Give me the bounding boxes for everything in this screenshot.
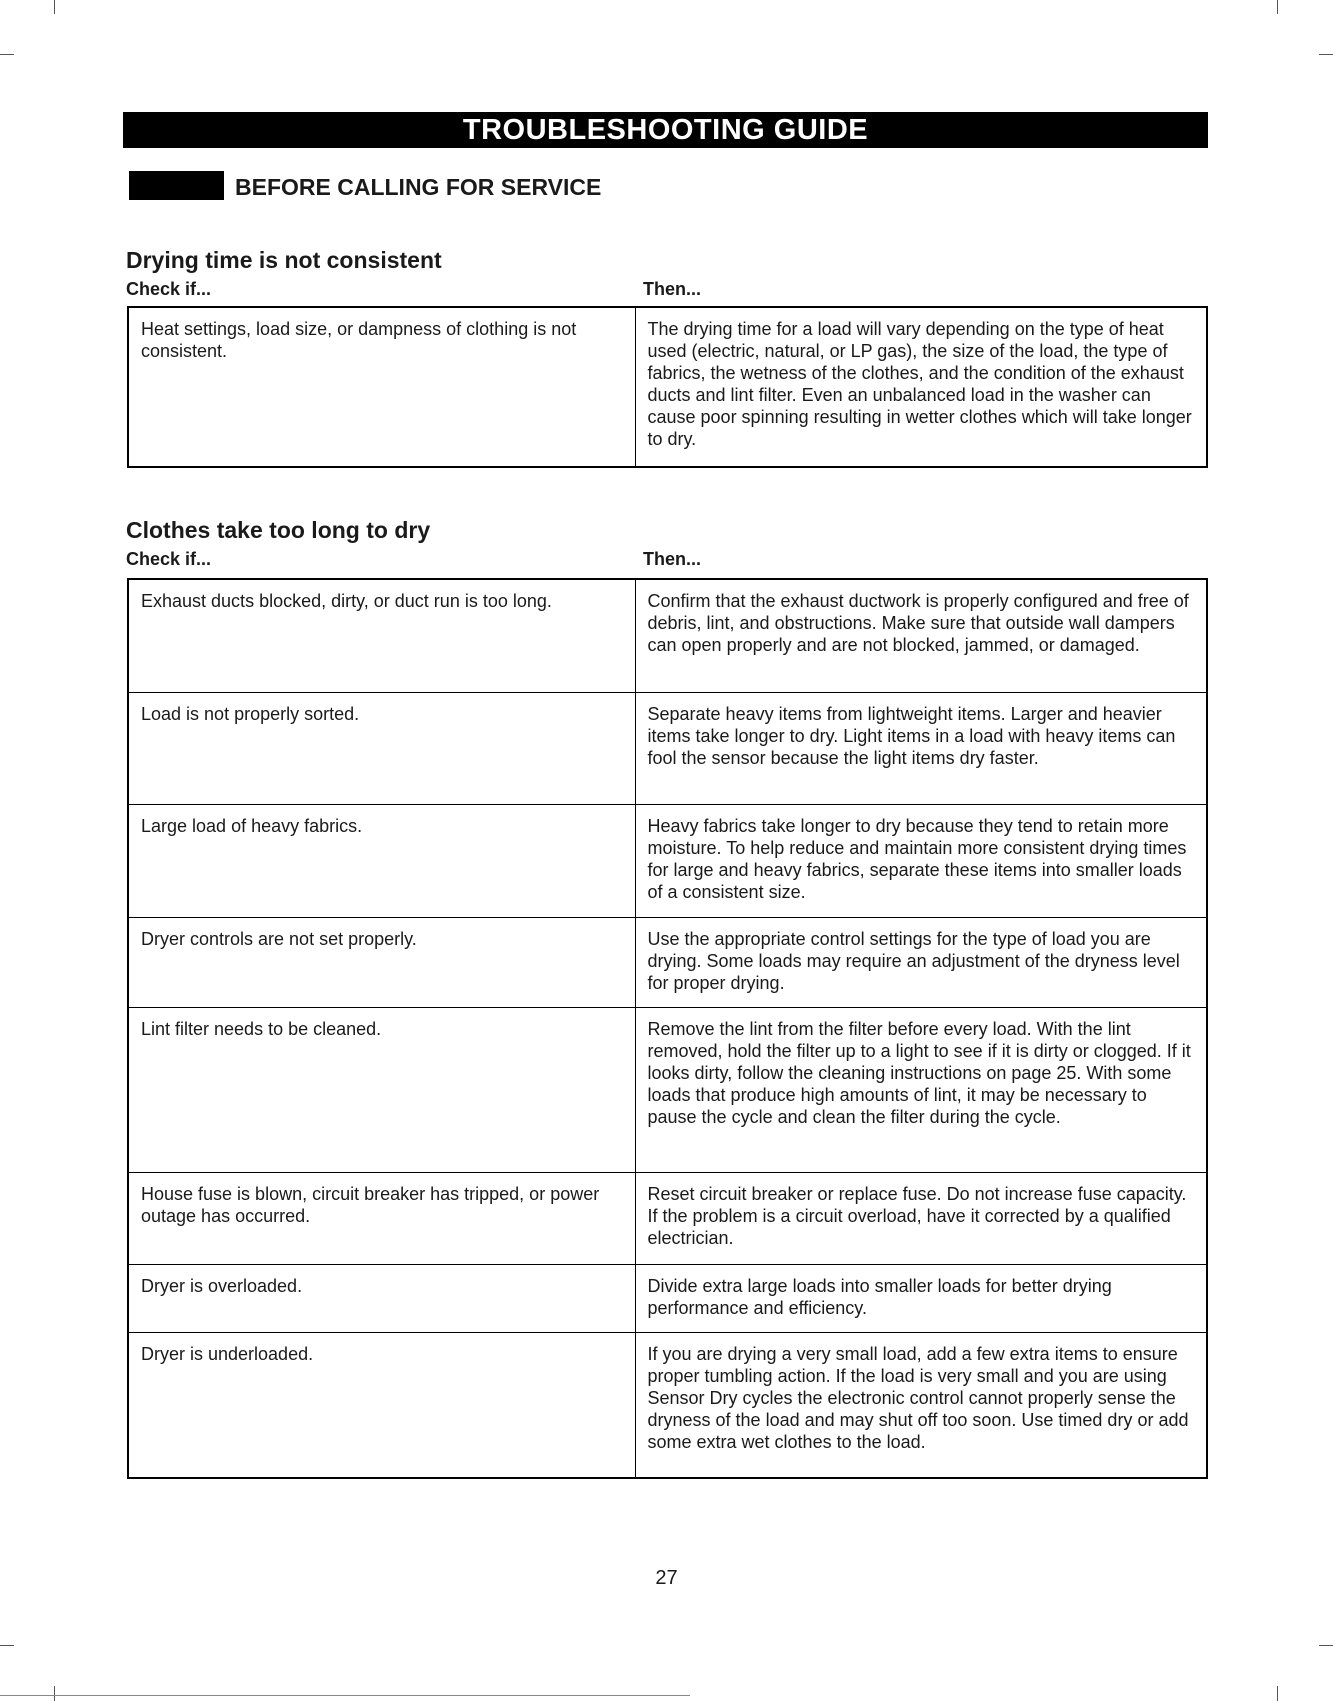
crop-mark [1277,0,1278,14]
check-cell: Lint filter needs to be cleaned. [128,1007,635,1172]
table-row [128,1264,1207,1332]
check-cell: House fuse is blown, circuit breaker has tripped, or power outage has occurred. [128,1172,635,1264]
then-cell: If you are drying a very small load, add a few extra items to ensure proper tumbling action. If the load is very small and you are using Sensor Dry cycles the electronic control cannot properly sense the dryness of the load and may shut off too soon. Use timed dry or add some extra wet clothes to the load. [635,1332,1207,1478]
section-title: Drying time is not consistent [126,247,442,273]
check-cell: Load is not properly sorted. [128,692,635,804]
troubleshooting-table [127,306,1208,468]
subheading: BEFORE CALLING FOR SERVICE [235,174,602,200]
then-cell: Separate heavy items from lightweight items. Larger and heavier items take longer to dry. Light items in a load with heavy items can fool the sensor because the light items dry faster. [635,692,1207,804]
check-cell: Exhaust ducts blocked, dirty, or duct run is too long. [128,579,635,692]
table-row [128,307,1207,467]
then-cell: Reset circuit breaker or replace fuse. Do not increase fuse capacity. If the problem is a circuit overload, have it corrected by a qualified electrician. [635,1172,1207,1264]
check-cell: Dryer controls are not set properly. [128,917,635,1007]
bottom-rule [0,1695,690,1696]
table-row [128,1172,1207,1264]
table-row [128,804,1207,917]
then-cell: Divide extra large loads into smaller loads for better drying performance and efficiency. [635,1264,1207,1332]
crop-mark [54,0,55,14]
crop-mark [1277,1686,1278,1701]
crop-mark [54,1686,55,1701]
then-cell: The drying time for a load will vary depending on the type of heat used (electric, natural, or LP gas), the size of the load, the type of fabrics, the wetness of the clothes, and the condition of the exhaust ducts and lint filter. Even an unbalanced load in the washer can cause poor spinning resulting in wetter clothes which will take longer to dry. [635,307,1207,467]
check-if-label: Check if... [126,279,212,299]
table-row [128,1007,1207,1172]
table-row [128,692,1207,804]
crop-mark [1319,54,1333,55]
table-row [128,579,1207,692]
then-label: Then... [643,549,701,569]
check-cell: Large load of heavy fabrics. [128,804,635,917]
troubleshooting-table [127,578,1208,1479]
check-cell: Dryer is overloaded. [128,1264,635,1332]
check-if-label: Check if... [126,549,212,569]
crop-mark [0,54,14,55]
then-cell: Remove the lint from the filter before every load. With the lint removed, hold the filter up to a light to see if it is dirty or clogged. If it looks dirty, follow the cleaning instructions on page 25. With some loads that produce high amounts of lint, it may be necessary to pause the cycle and clean the filter during the cycle. [635,1007,1207,1172]
check-cell: Heat settings, load size, or dampness of clothing is not consistent. [128,307,635,467]
crop-mark [0,1645,14,1646]
subheading-marker [129,171,224,200]
check-cell: Dryer is underloaded. [128,1332,635,1478]
crop-mark [1319,1645,1333,1646]
table-row [128,1332,1207,1478]
then-label: Then... [643,279,701,299]
page-banner: TROUBLESHOOTING GUIDE [123,112,1208,148]
then-cell: Confirm that the exhaust ductwork is properly configured and free of debris, lint, and obstructions. Make sure that outside wall dampers can open properly and are not blocked, jammed, or damaged. [635,579,1207,692]
then-cell: Heavy fabrics take longer to dry because they tend to retain more moisture. To help reduce and maintain more consistent drying times for large and heavy fabrics, separate these items into smaller loads of a consistent size. [635,804,1207,917]
page-number: 27 [655,1567,678,1589]
then-cell: Use the appropriate control settings for the type of load you are drying. Some loads may require an adjustment of the dryness level for proper drying. [635,917,1207,1007]
table-row [128,917,1207,1007]
section-title: Clothes take too long to dry [126,517,431,543]
